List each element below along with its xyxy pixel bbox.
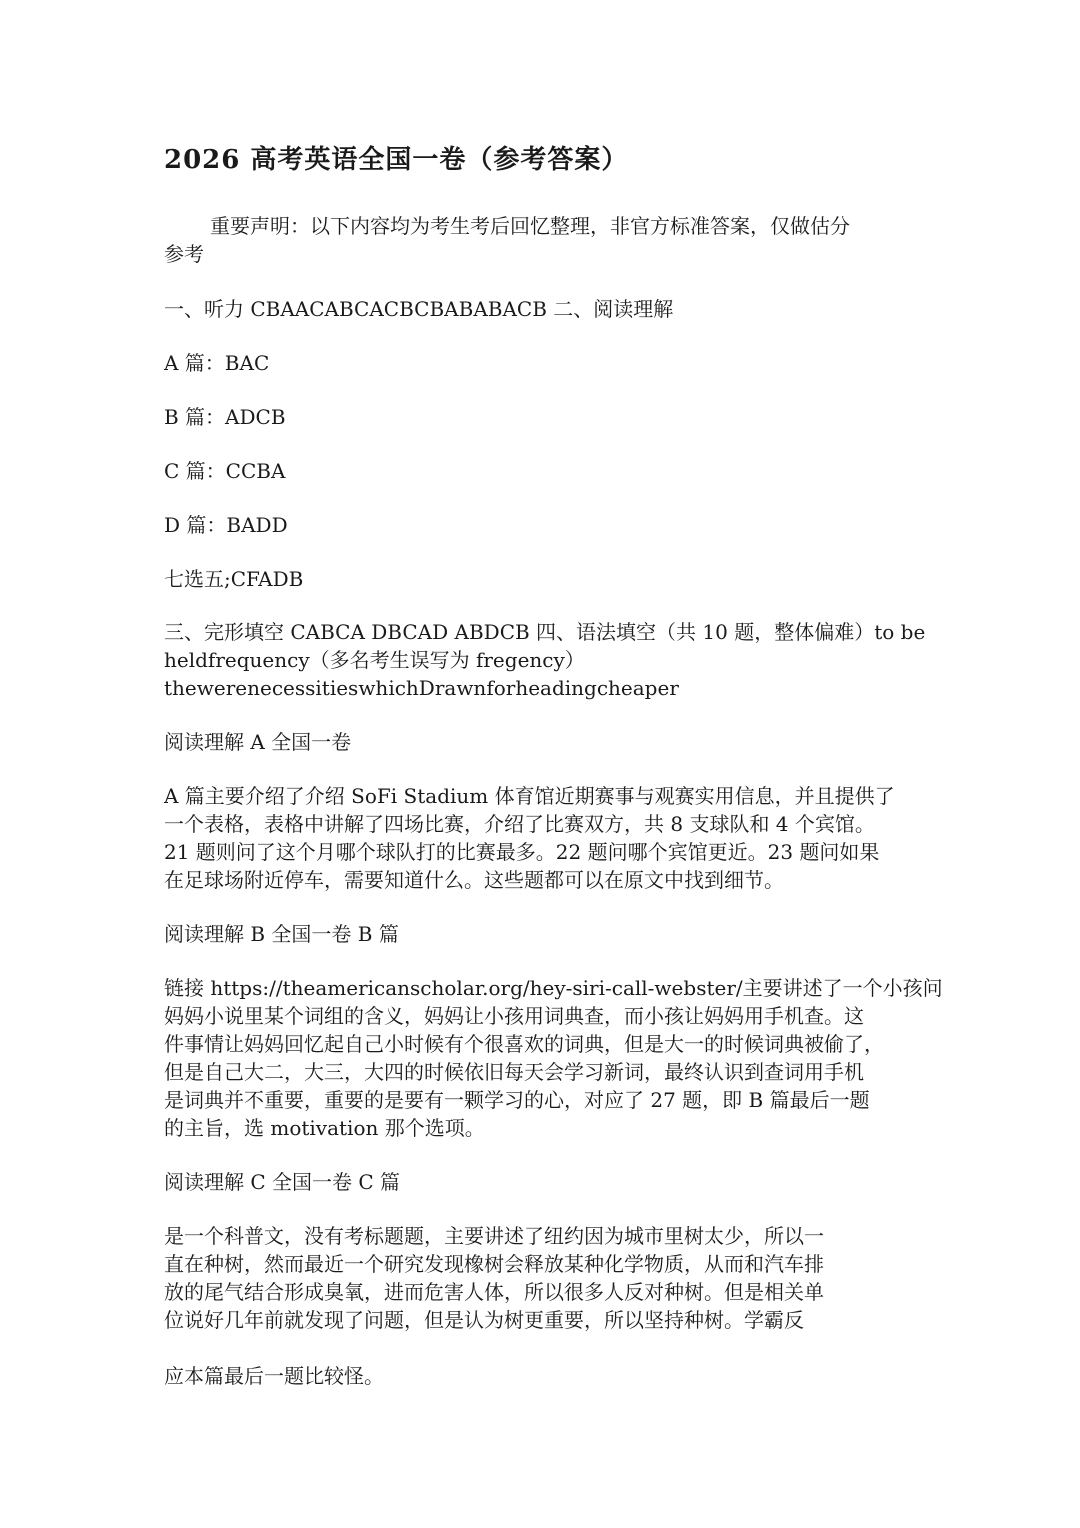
para-b-line: 妈妈小说里某个词组的含义，妈妈让小孩用词典查，而小孩让妈妈用手机查。这 bbox=[164, 1004, 864, 1028]
seven-five-answers: 七选五;CFADB bbox=[164, 567, 304, 591]
para-c-line: 直在种树，然而最近一个研究发现橡树会释放某种化学物质，从而和汽车排 bbox=[164, 1252, 824, 1276]
passage-b-answers: B 篇：ADCB bbox=[164, 405, 286, 429]
notice-line-1: 重要声明：以下内容均为考生考后回忆整理，非官方标准答案，仅做估分 bbox=[210, 214, 850, 238]
para-a-line: 一个表格，表格中讲解了四场比赛，介绍了比赛双方，共 8 支球队和 4 个宾馆。 bbox=[164, 812, 875, 836]
para-b-line: 链接 https://theamericanscholar.org/hey-siri-call-webster/主要讲述了一个小孩问 bbox=[164, 976, 943, 1000]
para-c-end: 应本篇最后一题比较怪。 bbox=[164, 1364, 384, 1388]
para-c-line: 位说好几年前就发现了问题，但是认为树更重要，所以坚持种树。学霸反 bbox=[164, 1308, 804, 1332]
heading-reading-c: 阅读理解 C 全国一卷 C 篇 bbox=[164, 1170, 401, 1194]
para-b-line: 件事情让妈妈回忆起自己小时候有个很喜欢的词典，但是大一的时候词典被偷了， bbox=[164, 1032, 884, 1056]
document-title: 2026 高考英语全国一卷（参考答案） bbox=[164, 145, 629, 175]
passage-d-answers: D 篇：BADD bbox=[164, 513, 288, 537]
cloze-line-1: 三、完形填空 CABCA DBCAD ABDCB 四、语法填空（共 10 题，整体偏难）to be bbox=[164, 620, 926, 644]
para-c-line: 放的尾气结合形成臭氧，进而危害人体，所以很多人反对种树。但是相关单 bbox=[164, 1280, 824, 1304]
cloze-line-2: heldfrequency（多名考生误写为 fregency） bbox=[164, 648, 585, 672]
passage-c-answers: C 篇：CCBA bbox=[164, 459, 286, 483]
heading-reading-b: 阅读理解 B 全国一卷 B 篇 bbox=[164, 922, 399, 946]
para-a-line: A 篇主要介绍了介绍 SoFi Stadium 体育馆近期赛事与观赛实用信息，并且提供了 bbox=[164, 784, 895, 808]
para-a-line: 21 题则问了这个月哪个球队打的比赛最多。22 题问哪个宾馆更近。23 题问如果 bbox=[164, 840, 880, 864]
para-b-line: 但是自己大二，大三，大四的时候依旧每天会学习新词，最终认识到查词用手机 bbox=[164, 1060, 864, 1084]
para-b-line: 是词典并不重要，重要的是要有一颗学习的心，对应了 27 题，即 B 篇最后一题 bbox=[164, 1088, 870, 1112]
passage-a-answers: A 篇：BAC bbox=[164, 351, 270, 375]
listening-answers: 一、听力 CBAACABCACBCBABABACB 二、阅读理解 bbox=[164, 297, 674, 321]
para-c-line: 是一个科普文，没有考标题题，主要讲述了纽约因为城市里树太少，所以一 bbox=[164, 1224, 824, 1248]
para-a-line: 在足球场附近停车，需要知道什么。这些题都可以在原文中找到细节。 bbox=[164, 868, 784, 892]
para-b-line: 的主旨，选 motivation 那个选项。 bbox=[164, 1116, 485, 1140]
cloze-line-3: thewerenecessitieswhichDrawnforheadingcheaper bbox=[164, 676, 679, 700]
notice-line-2: 参考 bbox=[164, 242, 204, 266]
heading-reading-a: 阅读理解 A 全国一卷 bbox=[164, 730, 352, 754]
